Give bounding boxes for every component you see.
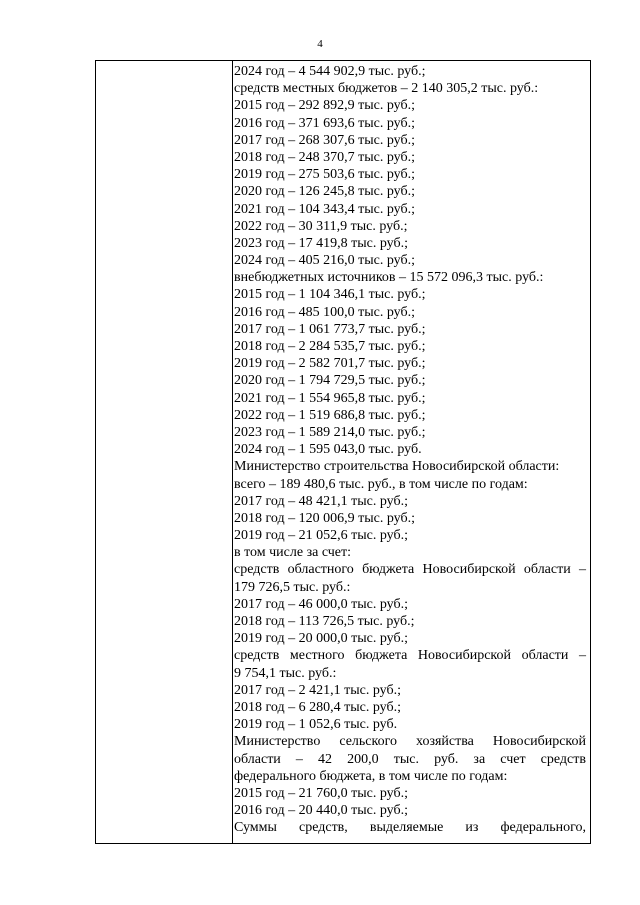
text-line: области – 42 200,0 тыс. руб. за счет средств xyxy=(234,751,586,767)
text-line: 2015 год – 292 892,9 тыс. руб.; xyxy=(234,98,415,114)
text-line: 2016 год – 485 100,0 тыс. руб.; xyxy=(234,304,415,320)
text-line: в том числе за счет: xyxy=(234,545,352,561)
text-line: 2023 год – 1 589 214,0 тыс. руб.; xyxy=(234,424,426,440)
text-line: федерального бюджета, в том числе по годам: xyxy=(234,768,508,784)
text-line: 2016 год – 371 693,6 тыс. руб.; xyxy=(234,115,415,131)
text-line: 2018 год – 248 370,7 тыс. руб.; xyxy=(234,149,415,165)
text-line: 2017 год – 2 421,1 тыс. руб.; xyxy=(234,682,401,698)
text-line: 2016 год – 20 440,0 тыс. руб.; xyxy=(234,803,408,819)
text-line: Министерство сельского хозяйства Новосибирской xyxy=(234,734,586,750)
page-number: 4 xyxy=(317,38,323,50)
text-line: 2015 год – 1 104 346,1 тыс. руб.; xyxy=(234,287,426,303)
text-line: 2017 год – 48 421,1 тыс. руб.; xyxy=(234,493,408,509)
text-line: 2022 год – 1 519 686,8 тыс. руб.; xyxy=(234,407,426,423)
text-line: средств местного бюджета Новосибирской области – xyxy=(234,648,586,664)
text-line: 2017 год – 268 307,6 тыс. руб.; xyxy=(234,132,415,148)
text-line: 2018 год – 6 280,4 тыс. руб.; xyxy=(234,699,401,715)
text-line: Суммы средств, выделяемые из федерального, xyxy=(234,820,586,836)
text-line: 2017 год – 1 061 773,7 тыс. руб.; xyxy=(234,321,426,337)
text-line: 2019 год – 21 052,6 тыс. руб.; xyxy=(234,528,408,544)
content-table xyxy=(95,60,591,844)
text-line: 2021 год – 104 343,4 тыс. руб.; xyxy=(234,201,415,217)
text-line: 9 754,1 тыс. руб.: xyxy=(234,665,337,681)
text-line: Министерство строительства Новосибирской области: xyxy=(234,459,560,475)
text-line: 2015 год – 21 760,0 тыс. руб.; xyxy=(234,785,408,801)
table-right-column xyxy=(234,63,586,836)
text-line: 2024 год – 4 544 902,9 тыс. руб.; xyxy=(234,64,426,79)
text-line: 179 726,5 тыс. руб.: xyxy=(234,579,351,595)
text-line: 2018 год – 2 284 535,7 тыс. руб.; xyxy=(234,339,426,354)
text-line: 2020 год – 126 245,8 тыс. руб.; xyxy=(234,184,415,200)
text-line: 2023 год – 17 419,8 тыс. руб.; xyxy=(234,235,408,251)
text-line: 2019 год – 275 503,6 тыс. руб.; xyxy=(234,167,415,183)
text-line: 2021 год – 1 554 965,8 тыс. руб.; xyxy=(234,390,426,406)
text-line: 2020 год – 1 794 729,5 тыс. руб.; xyxy=(234,373,426,389)
text-line: 2019 год – 1 052,6 тыс. руб. xyxy=(234,717,398,733)
text-line: 2017 год – 46 000,0 тыс. руб.; xyxy=(234,596,408,612)
table-left-column xyxy=(96,61,233,843)
text-line: внебюджетных источников – 15 572 096,3 тыс. руб.: xyxy=(234,270,544,286)
text-line: 2022 год – 30 311,9 тыс. руб.; xyxy=(234,218,408,234)
text-line: всего – 189 480,6 тыс. руб., в том числе по годам: xyxy=(234,476,528,492)
text-line: 2018 год – 120 006,9 тыс. руб.; xyxy=(234,510,415,526)
text-line: средств местных бюджетов – 2 140 305,2 тыс. руб.: xyxy=(234,81,539,97)
text-line: 2019 год – 20 000,0 тыс. руб.; xyxy=(234,631,408,647)
text-line: 2018 год – 113 726,5 тыс. руб.; xyxy=(234,614,415,629)
text-line: 2019 год – 2 582 701,7 тыс. руб.; xyxy=(234,356,426,372)
text-line: 2024 год – 405 216,0 тыс. руб.; xyxy=(234,253,415,269)
text-line: 2024 год – 1 595 043,0 тыс. руб. xyxy=(234,442,422,458)
text-line: средств областного бюджета Новосибирской области – xyxy=(234,562,586,578)
